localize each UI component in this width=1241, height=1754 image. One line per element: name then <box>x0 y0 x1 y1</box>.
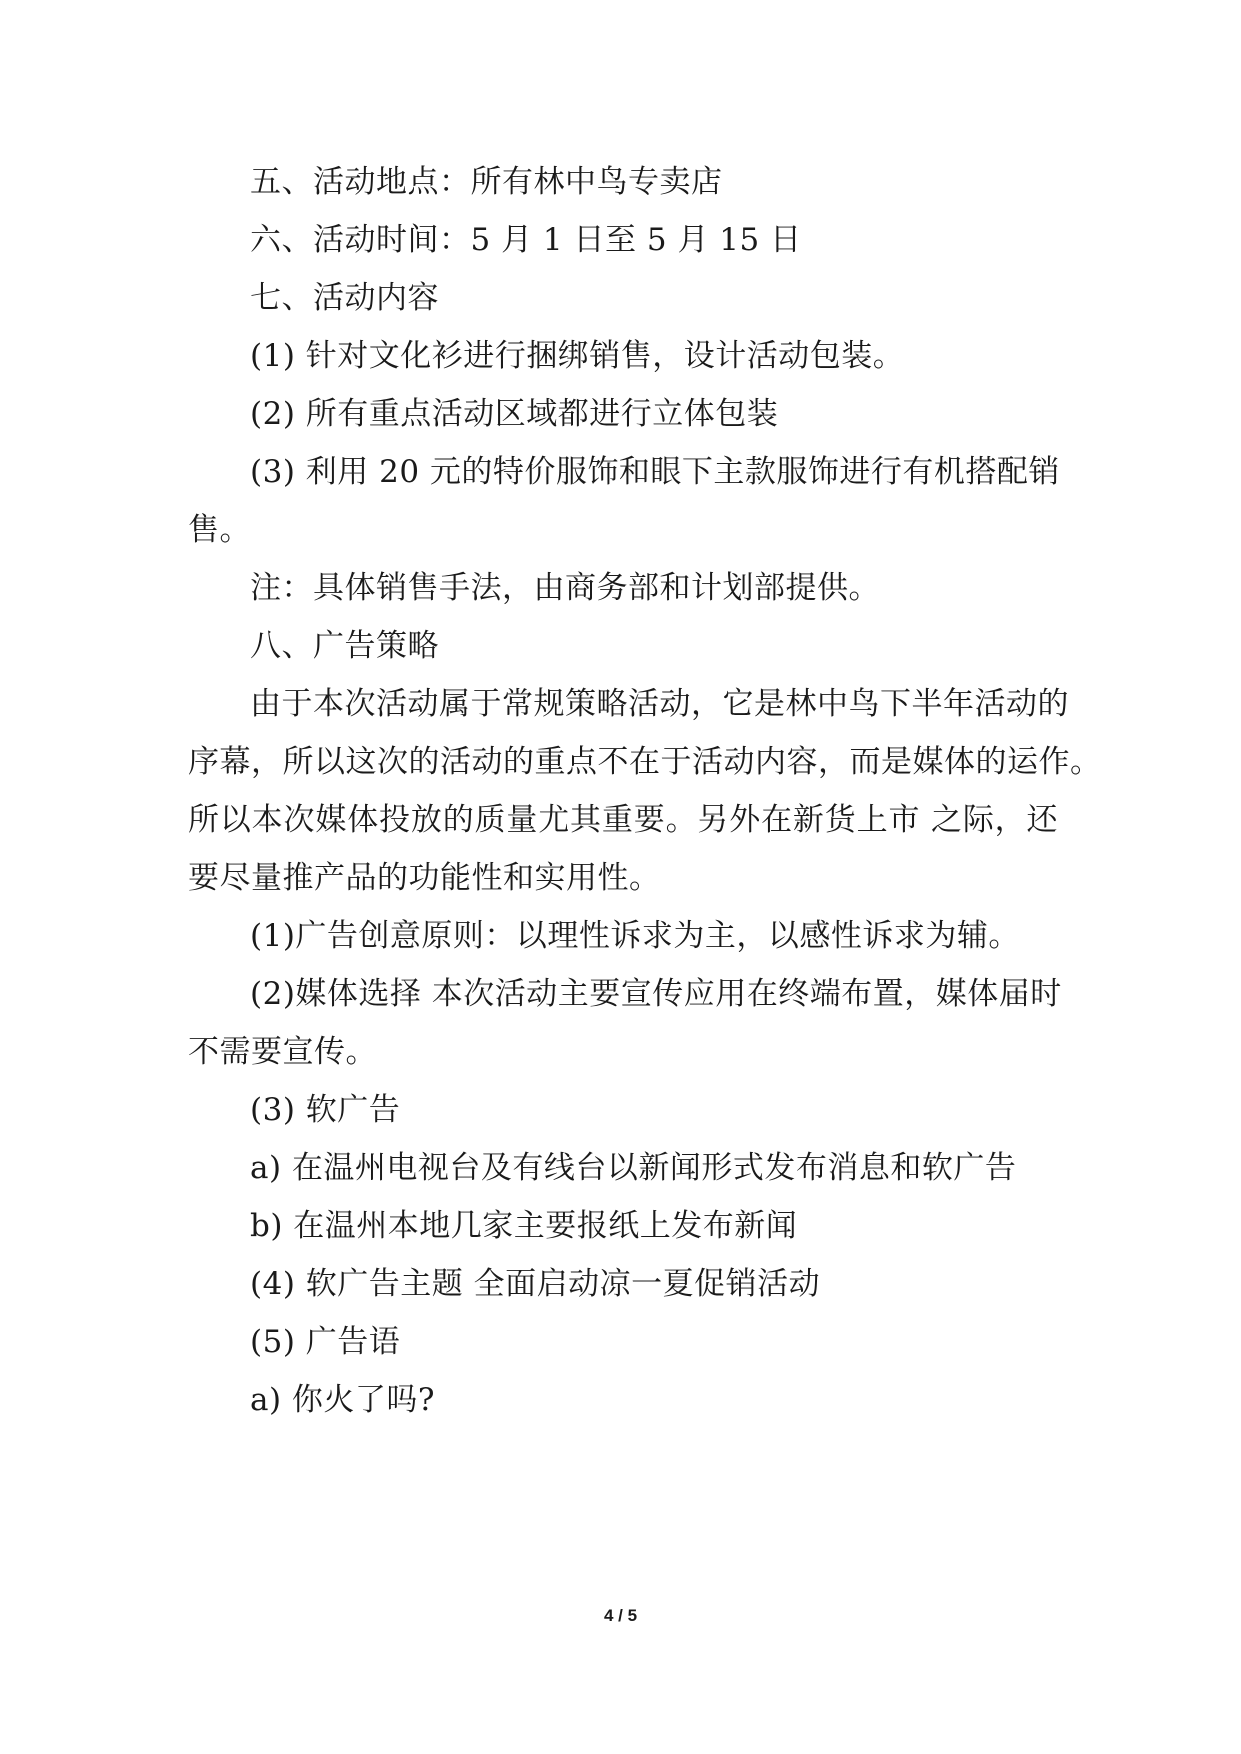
ad-item-2-line-2: 不需要宣传。 <box>188 1034 377 1070</box>
ad-item-3b: b) 在温州本地几家主要报纸上发布新闻 <box>250 1208 798 1244</box>
ad-item-4: (4) 软广告主题 全面启动凉一夏促销活动 <box>250 1266 821 1302</box>
ad-item-3: (3) 软广告 <box>250 1092 401 1128</box>
ad-strategy-paragraph-line-3: 所以本次媒体投放的质量尤其重要。另外在新货上市 之际，还 <box>188 802 1058 838</box>
ad-item-3a: a) 在温州电视台及有线台以新闻形式发布消息和软广告 <box>250 1150 1017 1186</box>
ad-item-5: (5) 广告语 <box>250 1324 401 1360</box>
section-heading-time: 六、活动时间：5 月 1 日至 5 月 15 日 <box>250 222 802 258</box>
ad-item-5a: a) 你火了吗? <box>250 1382 436 1418</box>
section-heading-location: 五、活动地点：所有林中鸟专卖店 <box>250 164 723 200</box>
section-heading-ad-strategy: 八、广告策略 <box>250 628 439 664</box>
content-item-3-line-1: (3) 利用 20 元的特价服饰和眼下主款服饰进行有机搭配销 <box>250 454 1060 490</box>
note-paragraph: 注：具体销售手法，由商务部和计划部提供。 <box>250 570 880 606</box>
ad-item-1: (1)广告创意原则：以理性诉求为主，以感性诉求为辅。 <box>250 918 1020 954</box>
ad-strategy-paragraph-line-2: 序幕，所以这次的活动的重点不在于活动内容，而是媒体的运作。 <box>188 744 1102 780</box>
ad-item-2-line-1: (2)媒体选择 本次活动主要宣传应用在终端布置，媒体届时 <box>250 976 1062 1012</box>
section-heading-content: 七、活动内容 <box>250 280 439 316</box>
ad-strategy-paragraph-line-4: 要尽量推产品的功能性和实用性。 <box>188 860 661 896</box>
content-item-3-line-2: 售。 <box>188 512 251 548</box>
content-item-1: (1) 针对文化衫进行捆绑销售，设计活动包装。 <box>250 338 905 374</box>
content-item-2: (2) 所有重点活动区域都进行立体包装 <box>250 396 779 432</box>
page-number: 4 / 5 <box>603 1606 638 1625</box>
ad-strategy-paragraph-line-1: 由于本次活动属于常规策略活动，它是林中鸟下半年活动的 <box>250 686 1069 722</box>
